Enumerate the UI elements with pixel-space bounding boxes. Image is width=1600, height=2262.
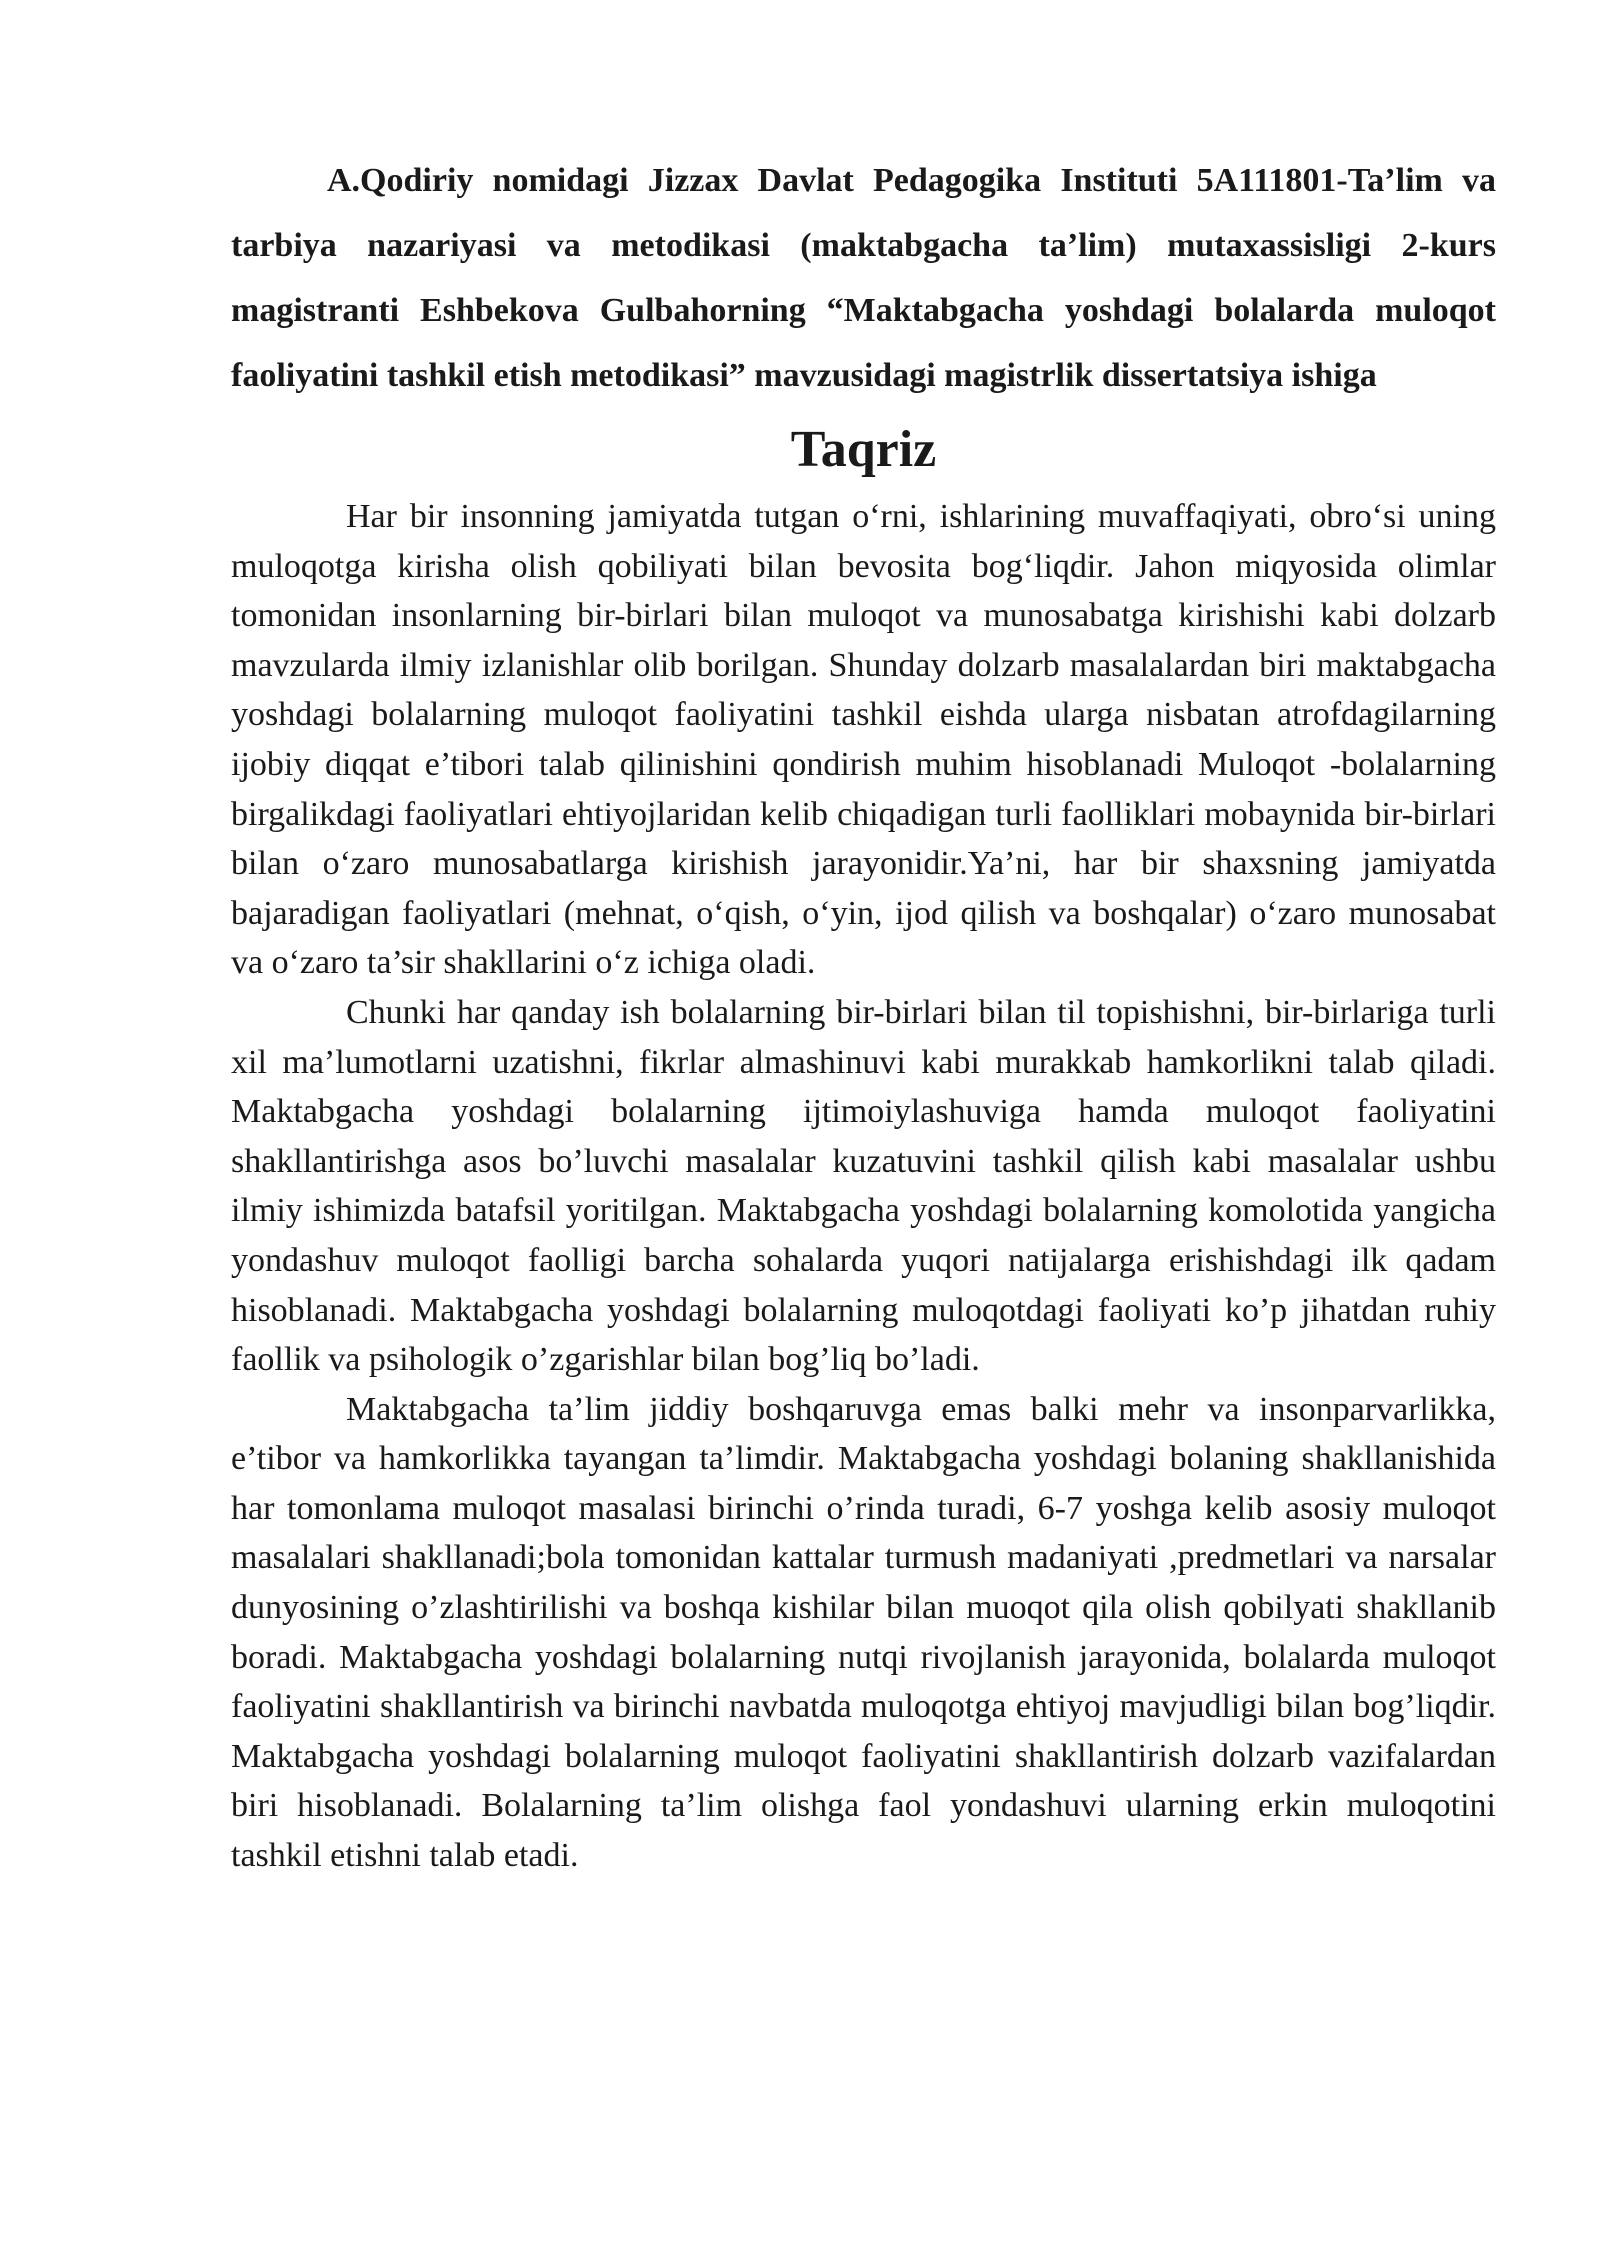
body-paragraph-3: Maktabgacha ta’lim jiddiy boshqaruvga emas balki mehr va insonparvarlikka, e’tibor va hamkorlikka tayangan ta’limdir. Maktabgacha yoshdagi bolaning shakllanishida har tomonlama muloqot masalasi birinchi o’rinda turadi, 6-7 yoshga kelib asosiy muloqot masalalari shakllanadi;bola tomonidan kattalar turmush madaniyati ,predmetlari va narsalar dunyosining o’zlashtirilishi va boshqa kishilar bilan muoqot qila olish qobilyati shakllanib boradi. Maktabgacha yoshdagi bolalarning nutqi rivojlanish jarayonida, bolalarda muloqot faoliyatini shakllantirish va birinchi navbatda muloqotga ehtiyoj mavjudligi bilan bog’liqdir. Maktabgacha yoshdagi bolalarning muloqot faoliyatini shakllantirish dolzarb vazifalardan biri hisoblanadi. Bolalarning ta’lim olishga faol yondashuvi ularning erkin muloqotini tashkil etishni talab etadi. — [231, 1390, 1496, 1875]
body-paragraph-2: Chunki har qanday ish bolalarning bir-birlari bilan til topishishni, bir-birlariga turli xil ma’lumotlarni uzatishni, fikrlar almashinuvi kabi murakkab hamkorlikni talab qiladi. Maktabgacha yoshdagi bolalarning ijtimoiylashuviga hamda muloqot faoliyatini shakllantirishga asos bo’luvchi masalalar kuzatuvini tashkil qilish kabi masalalar ushbu ilmiy ishimizda batafsil yoritilgan. Maktabgacha yoshdagi bolalarning komolotida yangicha yondashuv muloqot faolligi barcha sohalarda yuqori natijalarga erishishdagi ilk qadam hisoblanadi. Maktabgacha yoshdagi bolalarning muloqotdagi faoliyati ko’p jihatdan ruhiy faollik va psihologik o’zgarishlar bilan bog’liq bo’ladi. — [231, 993, 1496, 1379]
body-paragraph-1: Har bir insonning jamiyatda tutgan o‘rni, ishlarining muvaffaqiyati, obro‘si uning muloqotga kirisha olish qobiliyati bilan bevosita bog‘liqdir. Jahon miqyosida olimlar tomonidan insonlarning bir-birlari bilan muloqot va munosabatga kirishishi kabi dolzarb mavzularda ilmiy izlanishlar olib borilgan. Shunday dolzarb masalalardan biri maktabgacha yoshdagi bolalarning muloqot faoliyatini tashkil eishda ularga nisbatan atrofdagilarning ijobiy diqqat e’tibori talab qilinishini qondirish muhim hisoblanadi Muloqot -bolalarning birgalikdagi faoliyatlari ehtiyojlaridan kelib chiqadigan turli faolliklari mobaynida bir-birlari bilan o‘zaro munosabatlarga kirishish jarayonidir.Ya’ni, har bir shaxsning jamiyatda bajaradigan faoliyatlari (mehnat, o‘qish, o‘yin, ijod qilish va boshqalar) o‘zaro munosabat va o‘zaro ta’sir shakllarini o‘z ichiga oladi. — [231, 498, 1496, 982]
document-title: Taqriz — [790, 421, 937, 478]
document-page — [231, 148, 1496, 1881]
document-heading: A.Qodiriy nomidagi Jizzax Davlat Pedagogika Instituti 5A111801-Ta’lim va tarbiya nazariyasi va metodikasi (maktabgacha ta’lim) mutaxassisligi 2-kurs magistranti Eshbekova Gulbahorning “Maktabgacha yoshdagi bolalarda muloqot faoliyatini tashkil etish metodikasi” mavzusidagi magistrlik dissertatsiya ishiga — [231, 162, 1496, 394]
